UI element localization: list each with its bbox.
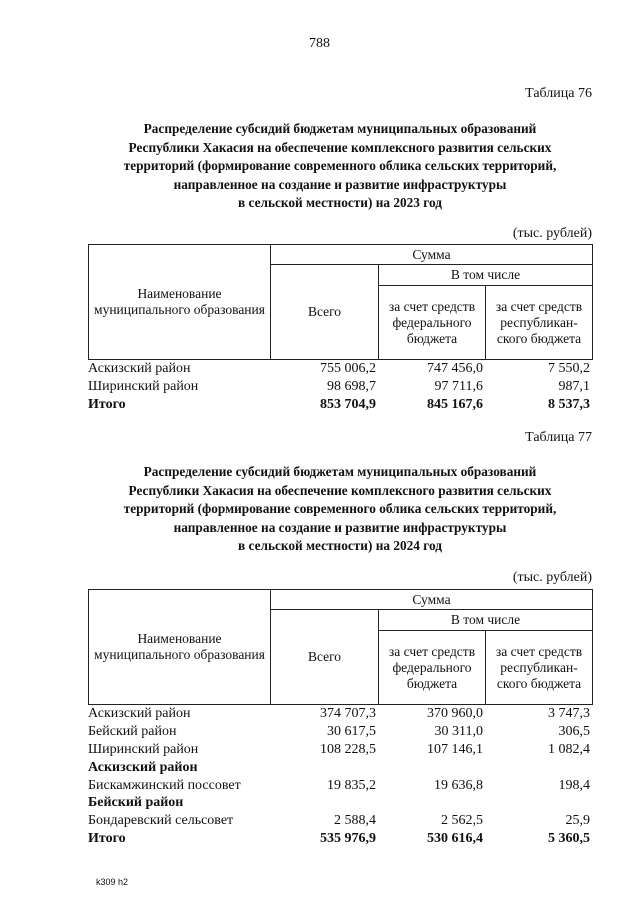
row-federal: 19 636,8: [434, 777, 483, 793]
row-total: 374 707,3: [320, 706, 376, 722]
page-number: 788: [309, 36, 330, 51]
header-sum: Сумма: [271, 590, 593, 610]
header-total: Всего: [271, 610, 379, 705]
row-name: Итого: [88, 830, 126, 846]
row-federal: 530 616,4: [427, 830, 483, 846]
table-header: [88, 244, 593, 360]
table-row: [88, 360, 592, 378]
row-total: 853 704,9: [320, 396, 376, 412]
row-total: [270, 794, 378, 812]
row-republic: 5 360,5: [548, 830, 590, 846]
row-total: 30 617,5: [327, 724, 376, 740]
row-name: Аскизский район: [88, 759, 198, 775]
header-republic: за счет средств республикан-ского бюджета: [486, 631, 593, 705]
row-name: Ширинский район: [88, 741, 199, 757]
table-header: [88, 589, 593, 705]
row-name: Бондаревский сельсовет: [88, 813, 234, 829]
row-republic: 1 082,4: [548, 741, 590, 757]
row-federal: 30 311,0: [434, 724, 483, 740]
data-rows: [88, 705, 592, 847]
title-line: территорий (формирование современного облика сельских территорий,: [123, 501, 557, 516]
title-line: Республики Хакасия на обеспечение комплексного развития сельских: [128, 139, 552, 155]
header-republic: за счет средств республикан-ского бюджета: [486, 286, 593, 360]
row-republic: 25,9: [565, 813, 590, 829]
row-federal: [378, 758, 485, 776]
table-title: [80, 120, 600, 213]
title-line: Распределение субсидий бюджетам муниципальных образований: [143, 121, 537, 136]
row-total: 98 698,7: [327, 379, 376, 395]
row-federal: [378, 794, 485, 812]
table-row: [88, 378, 592, 396]
row-federal: 845 167,6: [427, 396, 483, 412]
table-row: [88, 812, 592, 830]
row-name: Итого: [88, 396, 126, 412]
row-republic: 3 747,3: [548, 706, 590, 722]
title-line: в сельской местности) на 2024 год: [238, 538, 442, 553]
header-sum: Сумма: [271, 245, 593, 265]
row-federal: 107 146,1: [427, 741, 483, 757]
header-including: В том числе: [379, 265, 593, 286]
title-line: направленное на создание и развитие инфраструктуры: [173, 176, 507, 192]
row-name: Аскизский район: [88, 706, 191, 722]
title-line: Распределение субсидий бюджетам муниципальных образований: [143, 464, 537, 479]
table-label: Таблица 77: [525, 430, 592, 445]
row-federal: 747 456,0: [427, 361, 483, 377]
row-republic: 7 550,2: [548, 361, 590, 377]
row-republic: 306,5: [558, 724, 590, 740]
header-including: В том числе: [379, 610, 593, 631]
row-total: 108 228,5: [320, 741, 376, 757]
row-total: [270, 758, 378, 776]
group-row: [88, 794, 592, 812]
title-line: территорий (формирование современного облика сельских территорий,: [123, 158, 557, 173]
table-row: [88, 776, 592, 794]
row-name: Ширинский район: [88, 379, 199, 395]
table-title: [80, 463, 600, 556]
row-total: 2 588,4: [334, 813, 376, 829]
table-label: Таблица 76: [525, 86, 592, 101]
total-row: [88, 396, 592, 414]
title-line: в сельской местности) на 2023 год: [238, 195, 442, 210]
row-republic: 198,4: [558, 777, 590, 793]
row-name: Бискамжинский поссовет: [88, 777, 241, 793]
row-federal: 370 960,0: [427, 706, 483, 722]
header-federal: за счет средств федерального бюджета: [379, 631, 486, 705]
header-name-col: Наименование муниципального образования: [89, 590, 271, 705]
group-row: [88, 758, 592, 776]
footer-code: k309 h2: [96, 877, 129, 887]
title-line: направленное на создание и развитие инфраструктуры: [173, 519, 507, 535]
row-total: 535 976,9: [320, 830, 376, 846]
row-name: Бейский район: [88, 795, 184, 811]
title-line: Республики Хакасия на обеспечение комплексного развития сельских: [128, 482, 552, 498]
table-row: [88, 705, 592, 723]
row-republic: 8 537,3: [548, 396, 590, 412]
table-row: [88, 723, 592, 741]
row-republic: [485, 794, 592, 812]
row-republic: [485, 758, 592, 776]
total-row: [88, 830, 592, 848]
row-federal: 97 711,6: [434, 379, 483, 395]
header-federal: за счет средств федерального бюджета: [379, 286, 486, 360]
row-republic: 987,1: [558, 379, 590, 395]
row-name: Бейский район: [88, 724, 177, 740]
unit-label: (тыс. рублей): [512, 570, 592, 585]
header-name-col: Наименование муниципального образования: [89, 245, 271, 360]
row-total: 19 835,2: [327, 777, 376, 793]
header-total: Всего: [271, 265, 379, 360]
row-name: Аскизский район: [88, 361, 191, 377]
row-total: 755 006,2: [320, 361, 376, 377]
unit-label: (тыс. рублей): [512, 226, 592, 241]
table-row: [88, 741, 592, 759]
row-federal: 2 562,5: [441, 813, 483, 829]
data-rows: [88, 360, 592, 413]
